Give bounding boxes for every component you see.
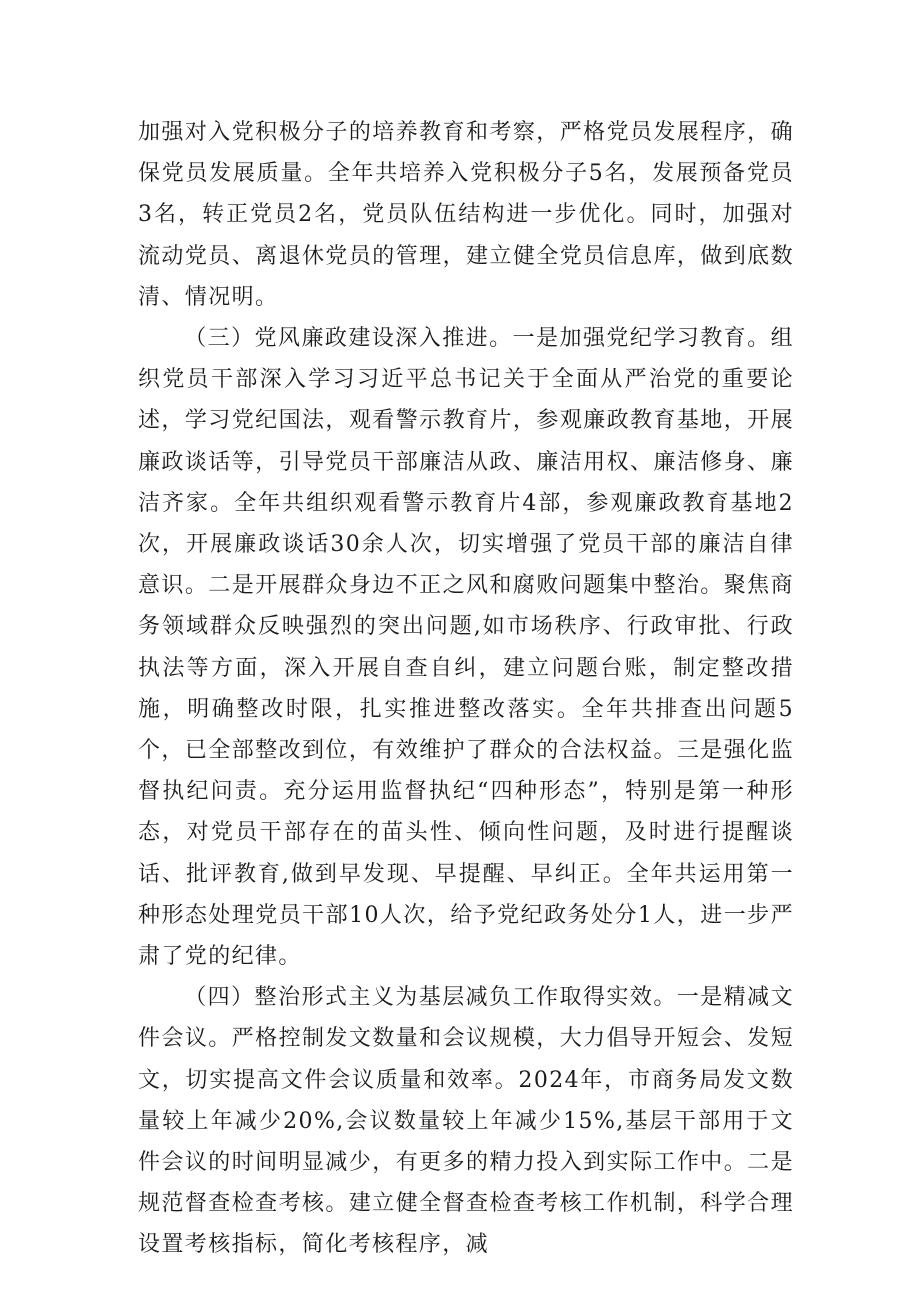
paragraph-integrity-building: （三）党风廉政建设深入推进。一是加强党纪学习教育。组织党员干部深入学习习近平总书记关于全面从严治党的重要论述，学习党纪国法，观看警示教育片，参观廉政教育基地，开展廉政谈话等，引导党员干部廉洁从政、廉洁用权、廉洁修身、廉洁齐家。全年共组织观看警示教育片4部，参观廉政教育基地2次，开展廉政谈话30余人次，切实增强了党员干部的廉洁自律意识。二是开展群众身边不正之风和腐败问题集中整治。聚焦商务领域群众反映强烈的突出问题,如市场秩序、行政审批、行政执法等方面，深入开展自查自纠，建立问题台账，制定整改措施，明确整改时限，扎实推进整改落实。全年共排查出问题5个，已全部整改到位，有效维护了群众的合法权益。三是强化监督执纪问责。充分运用监督执纪“四种形态”，特别是第一种形态，对党员干部存在的苗头性、倾向性问题，及时进行提醒谈话、批评教育,做到早发现、早提醒、早纠正。全年共运用第一种形态处理党员干部10人次，给予党纪政务处分1人，进一步严肃了党的纪律。 bbox=[138, 326, 794, 970]
paragraph-party-membership: 加强对入党积极分子的培养教育和考察，严格党员发展程序，确保党员发展质量。全年共培养入党积极分子5名，发展预备党员3名，转正党员2名，党员队伍结构进一步优化。同时，加强对流动党员、离退休党员的管理，建立健全党员信息库，做到底数清、情况明。 bbox=[138, 120, 794, 310]
document-body bbox=[138, 112, 794, 1266]
paragraph-burden-reduction: （四）整治形式主义为基层减负工作取得实效。一是精减文件会议。严格控制发文数量和会议规模，大力倡导开短会、发短文，切实提高文件会议质量和效率。2024年，市商务局发文数量较上年减少20%,会议数量较上年减少15%,基层干部用于文件会议的时间明显减少，有更多的精力投入到实际工作中。二是规范督查检查考核。建立健全督查检查考核工作机制，科学合理设置考核指标，简化考核程序，减 bbox=[138, 985, 794, 1258]
